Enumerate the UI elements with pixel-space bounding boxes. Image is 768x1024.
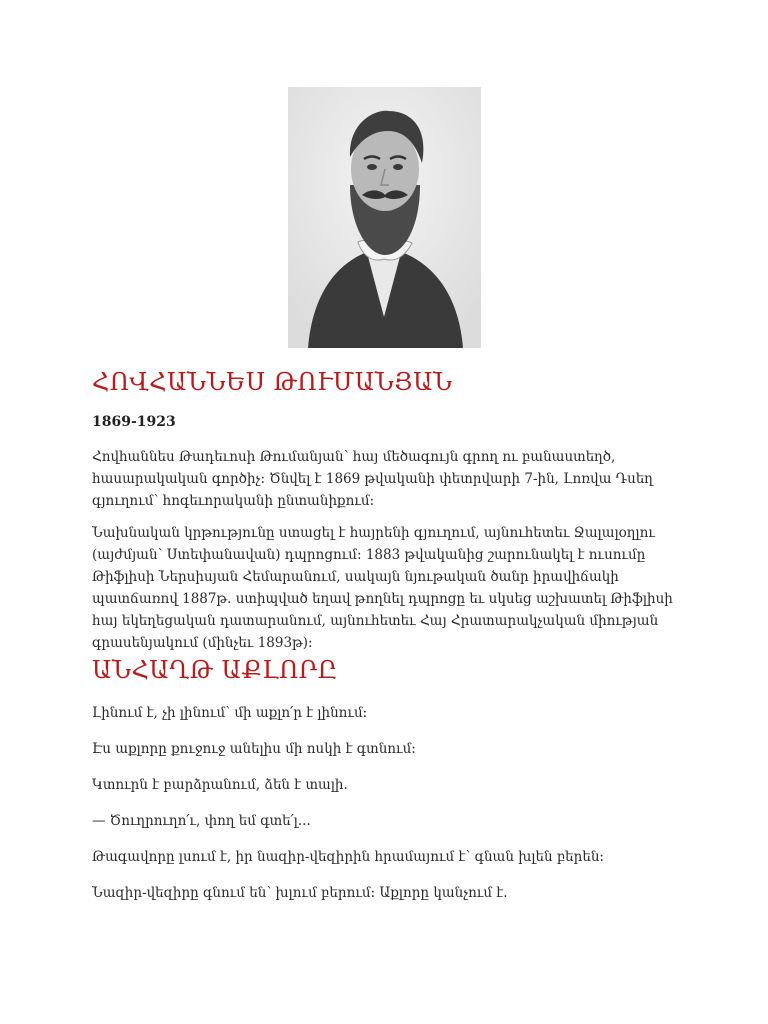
author-years: 1869-1923: [92, 414, 176, 430]
story-title-heading: ԱՆՀԱՂԹ ԱՔԼՈՐԸ: [92, 656, 338, 684]
story-line: Լինում է, չի լինում՝ մի աքլո՛ր է լինում:: [92, 705, 368, 721]
story-line: Թագավորը լսում է, իր նազիր-վեզիրին հրամայում է՝ գնան խլեն բերեն:: [92, 849, 604, 865]
author-name-heading: ՀՈՎՀԱՆՆԵՍ ԹՈՒՄԱՆՅԱՆ: [92, 368, 453, 396]
portrait-illustration: [288, 87, 481, 348]
story-line: — Ծուղրուղո՛ւ, փող եմ գտե՛լ...: [92, 813, 311, 829]
bio-paragraph: Հովհաննես Թադեւոսի Թումանյան՝ հայ մեծագույն գրող ու բանաստեղծ, հասարակական գործիչ: Ծնվել է 1869 թվականի փետրվարի 7-ին, Լոռվա Դսեղ գյուղում՝ հոգեւորականի ընտանիքում:: [92, 449, 653, 509]
bio-paragraph: Նախնական կրթությունը ստացել է հայրենի գյուղում, այնուհետեւ Ջալալօղլու (այժմյան՝ Ստեփանավան) դպրոցում: 1883 թվականից շարունակել է ուսումը Թիֆլիսի Ներսիսյան Հեմարանում, սակայն նյութական ծանր իրավիճակի պատճառով 1887թ. ստիպված եղավ թողնել դպրոցը եւ սկսեց աշխատել Թիֆլիսի հայ եկեղեցական դատարանում, այնուհետեւ Հայ Հրատարակչական միության գրասենյակում (մինչեւ 1893թ):: [92, 525, 673, 651]
story-line: Էս աքլորը քուջուջ անելիս մի ոսկի է գտնում:: [92, 741, 416, 757]
story-line: Կտուրն է բարձրանում, ձեն է տալի.: [92, 777, 348, 793]
story-line: Նազիր-վեզիրը գնում են՝ խլում բերում: Աքլորը կանչում է.: [92, 885, 508, 901]
portrait-photo: [288, 87, 481, 348]
